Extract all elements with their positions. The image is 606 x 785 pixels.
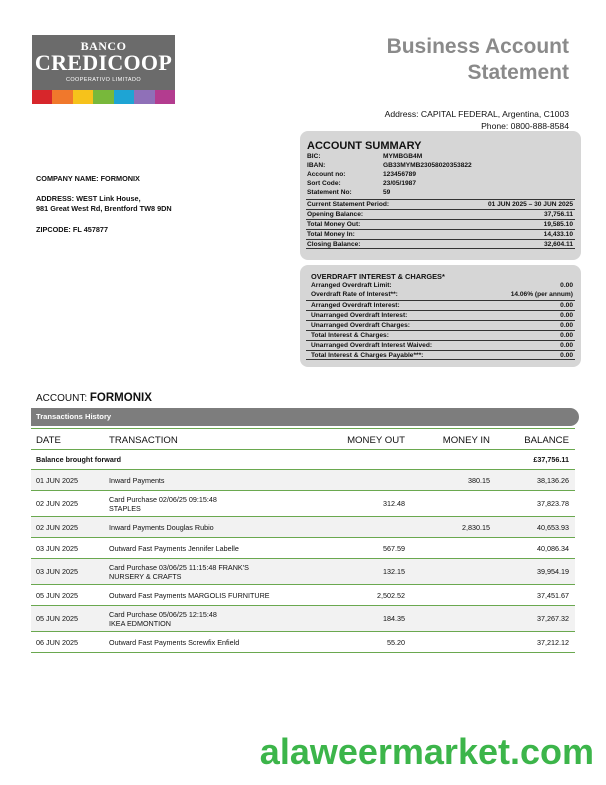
row-balance: 40,653.93 (537, 522, 569, 532)
summary-bic (307, 153, 423, 160)
stripe-blue (114, 90, 134, 104)
transactions-table-header (31, 428, 575, 450)
od-arranged-interest-row (306, 300, 575, 309)
row-balance: 40,086.34 (537, 543, 569, 553)
watermark-label: alaweermarket.com (259, 731, 594, 772)
summary-sort-code (307, 180, 417, 187)
stripe-red (32, 90, 52, 104)
table-row (31, 517, 575, 538)
sort-code-value: 23/05/1987 (383, 180, 417, 187)
row-date: 05 JUN 2025 (36, 590, 78, 600)
header-balance: BALANCE (524, 435, 569, 446)
row-description: Outward Fast Payments Jennifer Labelle (109, 543, 239, 553)
od-payable-row (306, 350, 575, 360)
table-row (31, 606, 575, 632)
account-label: ACCOUNT: (36, 393, 88, 404)
od-unarranged-interest-value: 0.00 (560, 312, 573, 319)
od-waived-value: 0.00 (560, 342, 573, 349)
row-money-in: 2,830.15 (462, 522, 490, 532)
table-row (31, 632, 575, 653)
account-summary-box (300, 131, 581, 260)
od-total-charges-row (306, 330, 575, 339)
row-money-out: 312.48 (383, 499, 405, 508)
row-money-out: 184.35 (383, 614, 405, 623)
row-balance: 37,212.12 (537, 637, 569, 647)
od-payable-value: 0.00 (560, 352, 573, 359)
logo-sub-text: COOPERATIVO LIMITADO (65, 77, 142, 83)
transactions-history-title: Transactions History (36, 412, 112, 421)
row-date: 01 JUN 2025 (36, 475, 78, 485)
row-date: 02 JUN 2025 (36, 522, 78, 532)
overdraft-box (300, 265, 581, 367)
row-description: Inward Payments (109, 475, 165, 485)
watermark-text (0, 731, 606, 773)
od-total-charges-label: Total Interest & Charges: (311, 332, 389, 339)
row-money-in: 380.15 (468, 475, 490, 485)
od-arranged-interest-label: Arranged Overdraft Interest: (311, 302, 400, 309)
row-description: Card Purchase 02/06/25 09:15:48 (109, 494, 217, 504)
row-date: 06 JUN 2025 (36, 637, 78, 647)
od-total-charges-value: 0.00 (560, 332, 573, 339)
row-description: Outward Fast Payments Screwfix Enfield (109, 637, 240, 647)
od-limit-value: 0.00 (560, 282, 573, 289)
od-unarranged-charges-label: Unarranged Overdraft Charges: (311, 322, 410, 329)
bank-phone: Phone: 0800-888-8584 (481, 121, 569, 131)
statement-no-value: 59 (383, 189, 391, 196)
od-rate-value: 14.06% (per annum) (510, 291, 573, 298)
summary-opening-row (306, 209, 575, 218)
bank-address: Address: CAPITAL FEDERAL, Argentina, C1003 (384, 109, 569, 119)
company-address-line-2: 981 Great West Rd, Brentford TW8 9DN (36, 204, 172, 213)
row-balance: 37,267.32 (537, 614, 569, 623)
brought-forward-balance: £37,756.11 (533, 455, 569, 464)
row-balance: 37,823.78 (537, 499, 569, 508)
account-heading (36, 392, 152, 404)
row-description: Inward Payments Douglas Rubio (109, 522, 214, 532)
row-balance: 39,954.19 (537, 567, 569, 576)
bank-contact (385, 108, 569, 132)
row-date: 05 JUN 2025 (36, 614, 78, 623)
logo-top-text: BANCO (80, 39, 127, 53)
stripe-orange (52, 90, 72, 104)
account-name: FORMONIX (89, 392, 152, 404)
table-row (31, 538, 575, 559)
od-payable-label: Total Interest & Charges Payable***: (311, 352, 424, 359)
row-description: Card Purchase 05/06/25 12:15:48 (109, 609, 217, 619)
summary-closing-row (306, 239, 575, 249)
transactions-history-bar (31, 408, 579, 426)
stripe-purple (134, 90, 154, 104)
period-label: Current Statement Period: (307, 201, 390, 208)
title-line-2: Statement (467, 61, 569, 84)
summary-account (307, 171, 417, 178)
stripe-magenta (155, 90, 175, 104)
title-line-1: Business Account (386, 35, 569, 58)
sort-code-label: Sort Code: (307, 180, 341, 187)
table-row (31, 470, 575, 491)
money-out-label: Total Money Out: (307, 221, 361, 228)
row-description-line-2: NURSERY & CRAFTS (109, 571, 182, 581)
row-date: 02 JUN 2025 (36, 499, 78, 508)
page-title (387, 34, 569, 86)
summary-iban (307, 162, 472, 169)
bic-label: BIC: (307, 153, 321, 160)
closing-label: Closing Balance: (307, 241, 361, 248)
summary-title: ACCOUNT SUMMARY (307, 140, 422, 152)
header-transaction: TRANSACTION (109, 435, 178, 446)
row-money-out: 132.15 (383, 567, 405, 576)
company-address-line-1: ADDRESS: WEST Link House, (36, 194, 141, 203)
row-date: 03 JUN 2025 (36, 567, 78, 576)
opening-label: Opening Balance: (307, 211, 364, 218)
od-limit-row (306, 281, 575, 290)
od-limit-label: Arranged Overdraft Limit: (311, 282, 392, 289)
stripe-yellow (73, 90, 93, 104)
logo-main-text: CREDICOOP (34, 50, 173, 75)
od-rate-label: Overdraft Rate of Interest**: (311, 291, 398, 298)
row-money-out: 567.59 (383, 543, 405, 553)
od-unarranged-charges-row (306, 320, 575, 329)
row-balance: 37,451.67 (537, 590, 569, 600)
row-description-line-2: IKEA EDMONTION (109, 618, 171, 628)
bic-value: MYMBGB4M (383, 153, 423, 160)
od-unarranged-charges-value: 0.00 (560, 322, 573, 329)
table-row (31, 491, 575, 517)
table-row (31, 585, 575, 606)
closing-value: 32,604.11 (544, 241, 573, 248)
row-money-out: 2,502.52 (377, 590, 405, 600)
money-out-value: 19,585.10 (543, 221, 573, 228)
summary-in-row (306, 229, 575, 238)
row-date: 03 JUN 2025 (36, 543, 78, 553)
logo-color-stripes (32, 90, 175, 104)
iban-label: IBAN: (307, 162, 326, 169)
money-in-label: Total Money In: (307, 231, 355, 238)
iban-value: GB33MYMB23058020353822 (383, 162, 472, 169)
od-waived-row (306, 340, 575, 349)
table-row (31, 559, 575, 585)
od-arranged-interest-value: 0.00 (560, 302, 573, 309)
od-waived-label: Unarranged Overdraft Interest Waived: (311, 342, 433, 349)
od-rate-row (306, 290, 575, 299)
summary-statement-no (307, 189, 391, 196)
money-in-value: 14,433.10 (543, 231, 573, 238)
bank-logo (32, 35, 175, 104)
od-unarranged-interest-label: Unarranged Overdraft Interest: (311, 312, 408, 319)
row-description: Outward Fast Payments MARGOLIS FURNITURE (109, 590, 270, 600)
period-value: 01 JUN 2025 – 30 JUN 2025 (487, 201, 573, 208)
company-zipcode: ZIPCODE: FL 457877 (36, 225, 109, 234)
summary-period-row (306, 199, 575, 208)
header-date: DATE (36, 435, 61, 446)
summary-out-row (306, 219, 575, 228)
header-money-out: MONEY OUT (347, 435, 405, 446)
account-label: Account no: (307, 171, 346, 178)
company-address (36, 194, 172, 214)
brought-forward-row (31, 449, 575, 470)
account-value: 123456789 (383, 171, 417, 178)
overdraft-title: OVERDRAFT INTEREST & CHARGES* (311, 272, 445, 281)
opening-value: 37,756.11 (544, 211, 573, 218)
company-name: COMPANY NAME: FORMONIX (36, 174, 140, 183)
od-unarranged-interest-row (306, 310, 575, 319)
brought-forward-label: Balance brought forward (36, 455, 122, 464)
header-money-in: MONEY IN (442, 435, 490, 446)
row-money-out: 55.20 (387, 637, 405, 647)
row-description: Card Purchase 03/06/25 11:15:48 FRANK'S (109, 562, 249, 572)
row-description-line-2: STAPLES (109, 503, 141, 513)
stripe-green (93, 90, 113, 104)
statement-no-label: Statement No: (307, 189, 352, 196)
row-balance: 38,136.26 (537, 475, 569, 485)
